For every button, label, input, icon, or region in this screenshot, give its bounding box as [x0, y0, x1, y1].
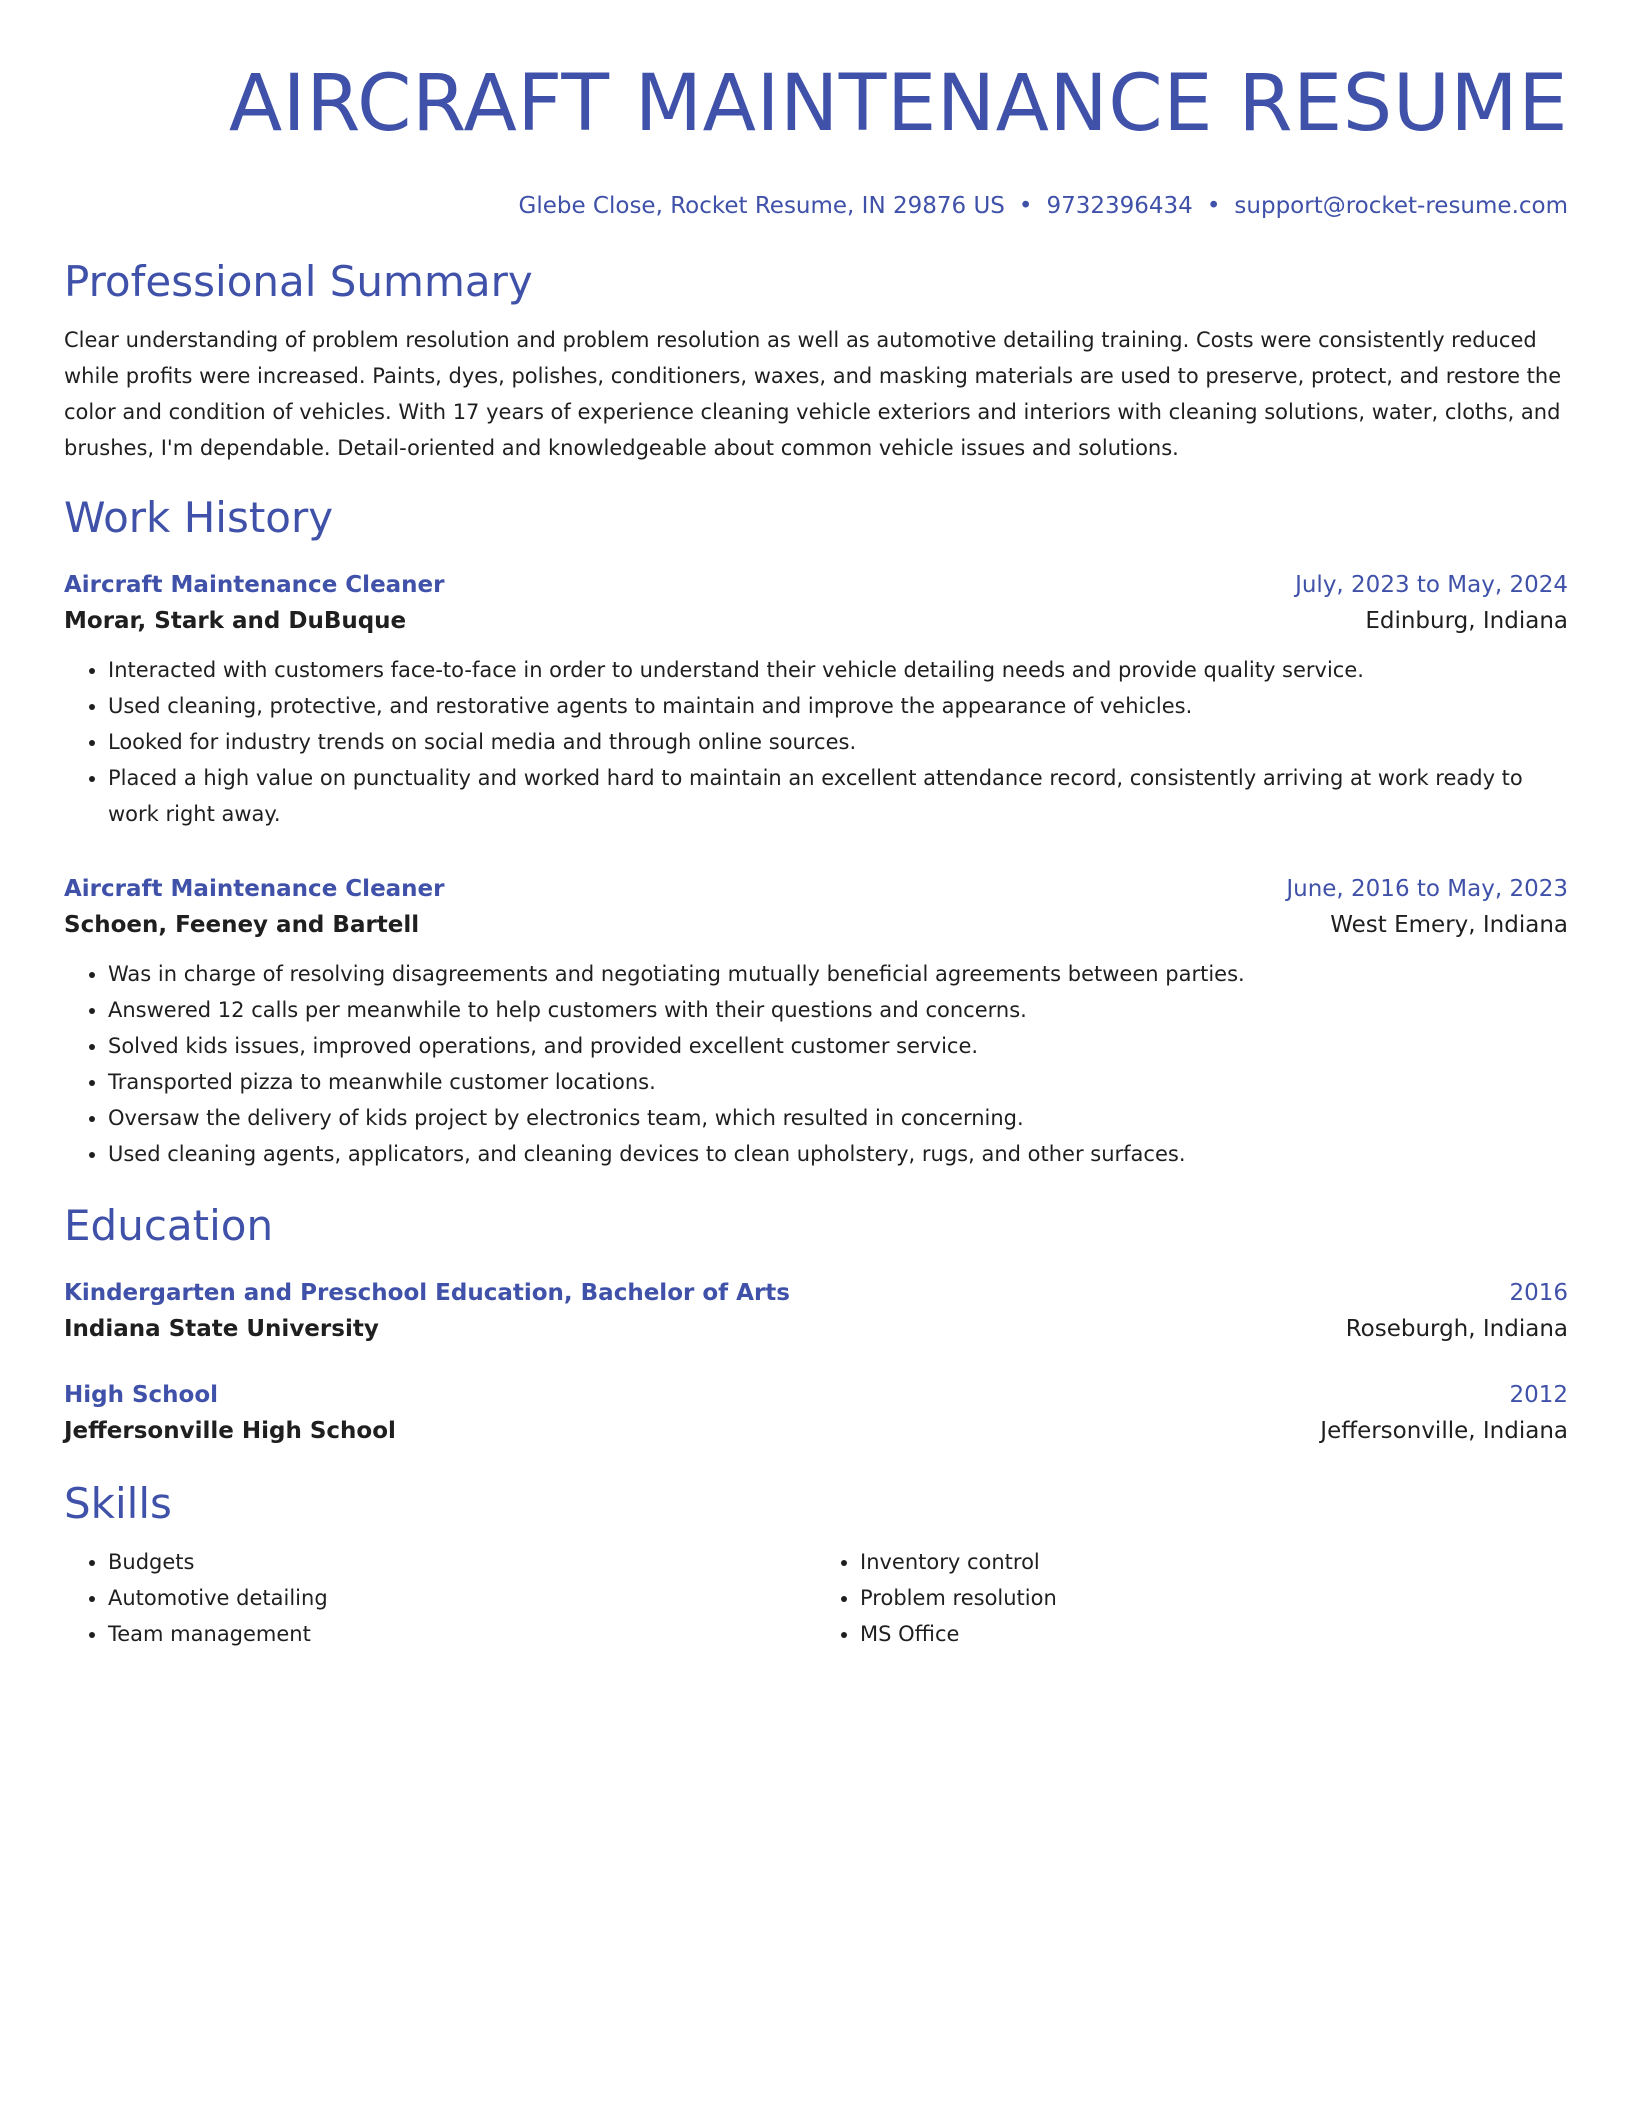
job-company-row	[64, 602, 1568, 640]
education-degree: High School	[64, 1382, 219, 1408]
education-year: 2012	[1509, 1382, 1568, 1408]
job-bullet: • Used cleaning agents, applicators, and cleaning devices to clean upholstery, rugs, and other surfaces.	[108, 1136, 1568, 1172]
education-section	[64, 1200, 1568, 1450]
skill-item: • MS Office	[860, 1616, 1568, 1652]
skills-list	[816, 1544, 1568, 1652]
job-title: Aircraft Maintenance Cleaner	[64, 572, 445, 598]
education-degree-row	[64, 1276, 1568, 1310]
job-bullet: • Placed a high value on punctuality and worked hard to maintain an excellent attendance record, consistently arriving at work ready to work right away.	[108, 760, 1568, 832]
work-history-heading: Work History	[64, 493, 334, 542]
education-school-row	[64, 1412, 1568, 1450]
education-school: Indiana State University	[64, 1316, 379, 1342]
job-company: Schoen, Feeney and Bartell	[64, 912, 420, 938]
job-entry	[64, 568, 1568, 832]
job-dates: July, 2023 to May, 2024	[1295, 572, 1568, 598]
education-location: Roseburgh, Indiana	[1345, 1316, 1568, 1342]
education-entry	[64, 1276, 1568, 1348]
job-bullet: • Looked for industry trends on social media and through online sources.	[108, 724, 1568, 760]
skill-item: • Automotive detailing	[108, 1580, 816, 1616]
skills-list	[64, 1544, 816, 1652]
skills-column-left	[64, 1544, 816, 1652]
education-location: Jeffersonville, Indiana	[1320, 1418, 1568, 1444]
education-degree: Kindergarten and Preschool Education, Bachelor of Arts	[64, 1280, 790, 1306]
job-bullet: • Transported pizza to meanwhile customer locations.	[108, 1064, 1568, 1100]
job-bullet: • Interacted with customers face-to-face in order to understand their vehicle detailing needs and provide quality service.	[108, 652, 1568, 688]
skill-item: • Team management	[108, 1616, 816, 1652]
education-degree-row	[64, 1378, 1568, 1412]
skills-section	[64, 1478, 1568, 1652]
contact-line	[64, 190, 1568, 222]
education-school-row	[64, 1310, 1568, 1348]
contact-phone: 9732396434	[1046, 193, 1193, 219]
job-entry	[64, 872, 1568, 1172]
job-bullet: • Used cleaning, protective, and restorative agents to maintain and improve the appearance of vehicles.	[108, 688, 1568, 724]
education-school: Jeffersonville High School	[64, 1418, 396, 1444]
contact-separator: •	[1206, 193, 1221, 219]
job-location: Edinburg, Indiana	[1365, 608, 1568, 634]
job-bullets	[64, 652, 1568, 832]
contact-email: support@rocket-resume.com	[1234, 193, 1568, 219]
job-company-row	[64, 906, 1568, 944]
summary-text: Clear understanding of problem resolution and problem resolution as well as automotive detailing training. Costs were consistently reduced while profits were increased. Paints, dyes, polishes, conditioners, waxes, and masking materials are used to preserve, protect, and restore the color and condition of vehicles. With 17 years of experience cleaning vehicle exteriors and interiors with cleaning solutions, water, cloths, and brushes, I'm dependable. Detail-oriented and knowledgeable about common vehicle issues and solutions.	[64, 328, 1562, 460]
work-history-section	[64, 492, 1568, 1172]
education-year: 2016	[1509, 1280, 1568, 1306]
contact-separator: •	[1018, 193, 1033, 219]
skills-heading: Skills	[64, 1479, 172, 1528]
job-dates: June, 2016 to May, 2023	[1286, 876, 1568, 902]
job-bullet: • Oversaw the delivery of kids project by electronics team, which resulted in concerning.	[108, 1100, 1568, 1136]
skills-column-right	[816, 1544, 1568, 1652]
summary-heading: Professional Summary	[64, 257, 533, 306]
job-location: West Emery, Indiana	[1330, 912, 1568, 938]
contact-address: Glebe Close, Rocket Resume, IN 29876 US	[518, 193, 1005, 219]
job-bullets	[64, 956, 1568, 1172]
job-bullet: • Answered 12 calls per meanwhile to help customers with their questions and concerns.	[108, 992, 1568, 1028]
job-bullet: • Solved kids issues, improved operations, and provided excellent customer service.	[108, 1028, 1568, 1064]
skill-item: • Inventory control	[860, 1544, 1568, 1580]
education-heading: Education	[64, 1201, 274, 1250]
job-title-row	[64, 872, 1568, 906]
job-company: Morar, Stark and DuBuque	[64, 608, 407, 634]
summary-section	[64, 256, 1568, 466]
skill-item: • Budgets	[108, 1544, 816, 1580]
job-bullet: • Was in charge of resolving disagreements and negotiating mutually beneficial agreements between parties.	[108, 956, 1568, 992]
resume-title: AIRCRAFT MAINTENANCE RESUME	[228, 59, 1568, 149]
skills-grid	[64, 1544, 1568, 1652]
job-title: Aircraft Maintenance Cleaner	[64, 876, 445, 902]
education-entry	[64, 1378, 1568, 1450]
job-title-row	[64, 568, 1568, 602]
skill-item: • Problem resolution	[860, 1580, 1568, 1616]
